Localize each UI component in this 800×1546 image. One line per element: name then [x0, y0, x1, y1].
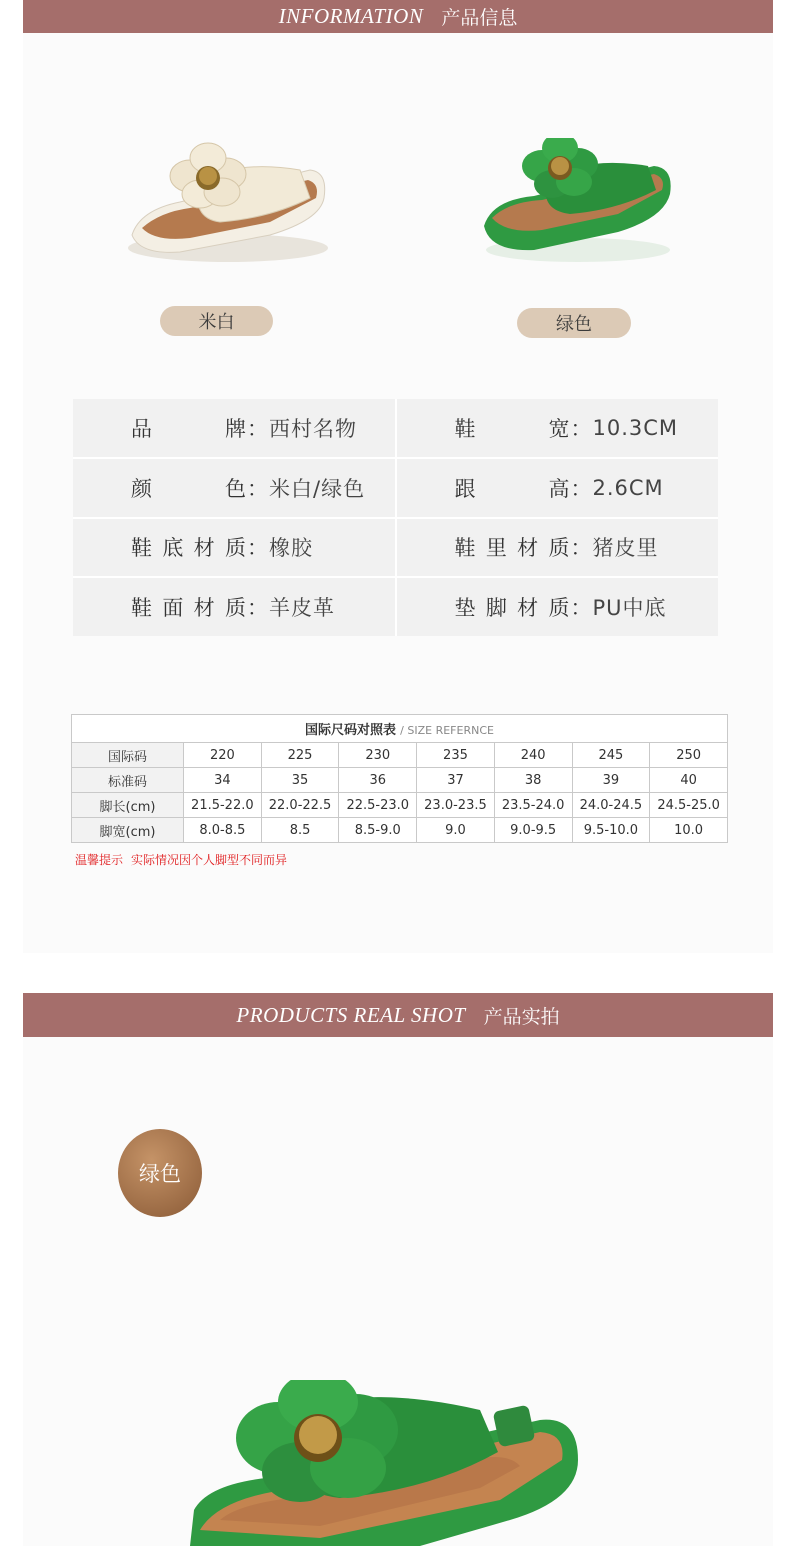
spec-value: PU中底 [592, 596, 667, 621]
spec-value: 橡胶 [269, 536, 313, 561]
color-tag-green-label: 绿色 [556, 314, 592, 335]
spec-value: 2.6CM [592, 475, 664, 500]
table-cell: 9.0 [417, 818, 495, 843]
table-cell: 36 [339, 768, 417, 793]
spec-value: 西村名物 [269, 416, 357, 441]
table-cell: 220 [184, 743, 262, 768]
spec-insole-material: 垫脚材质 ： PU中底 [397, 578, 719, 636]
row-header: 脚宽(cm) [72, 818, 184, 843]
table-row [72, 743, 728, 768]
table-cell: 250 [650, 743, 728, 768]
size-tip [75, 851, 287, 868]
table-cell: 22.0-22.5 [261, 793, 339, 818]
row-header: 国际码 [72, 743, 184, 768]
spec-label: 鞋底材质 [131, 536, 247, 561]
size-table-caption [72, 715, 728, 743]
shot-color-badge-label: 绿色 [139, 1162, 181, 1186]
cream-slipper-image [120, 140, 335, 270]
size-table-title: 国际尺码对照表 [305, 723, 397, 738]
table-cell: 22.5-23.0 [339, 793, 417, 818]
table-cell: 8.5 [261, 818, 339, 843]
table-cell: 8.5-9.0 [339, 818, 417, 843]
table-row [72, 793, 728, 818]
spec-color: 颜色 ： 米白/绿色 [73, 459, 395, 517]
spec-label: 颜色 [131, 476, 247, 501]
tip-label: 温馨提示 [75, 853, 124, 867]
spec-brand: 品牌 ： 西村名物 [73, 399, 395, 457]
shot-color-badge [118, 1129, 202, 1217]
spec-label: 鞋宽 [454, 416, 571, 441]
table-row [72, 818, 728, 843]
product-spec-grid [73, 399, 718, 636]
table-cell: 23.0-23.5 [417, 793, 495, 818]
color-tag-cream-label: 米白 [198, 312, 235, 333]
spec-value: 米白/绿色 [269, 476, 366, 501]
banner-title-en: INFORMATION [278, 4, 424, 28]
spec-value: 猪皮里 [592, 536, 659, 561]
table-cell: 240 [494, 743, 572, 768]
table-cell: 24.5-25.0 [650, 793, 728, 818]
table-cell: 23.5-24.0 [494, 793, 572, 818]
row-header: 标准码 [72, 768, 184, 793]
spec-label: 品牌 [131, 416, 247, 441]
spec-heel-height: 跟高 ： 2.6CM [397, 459, 719, 517]
banner-title-zh: 产品实拍 [483, 1005, 560, 1028]
banner-title-zh: 产品信息 [441, 7, 518, 29]
tip-text: 实际情况因个人脚型不同而异 [131, 853, 288, 867]
banner-title-en: PRODUCTS REAL SHOT [236, 1002, 466, 1027]
spec-width: 鞋宽 ： 10.3CM [397, 399, 719, 457]
table-row [72, 768, 728, 793]
table-cell: 24.0-24.5 [572, 793, 650, 818]
color-tag-cream [160, 306, 273, 336]
table-cell: 9.5-10.0 [572, 818, 650, 843]
table-cell: 9.0-9.5 [494, 818, 572, 843]
table-cell: 39 [572, 768, 650, 793]
table-cell: 225 [261, 743, 339, 768]
table-cell: 37 [417, 768, 495, 793]
table-cell: 10.0 [650, 818, 728, 843]
spec-value: 羊皮革 [269, 596, 335, 621]
spec-lining-material: 鞋里材质 ： 猪皮里 [397, 519, 719, 577]
row-header: 脚长(cm) [72, 793, 184, 818]
size-table-subtitle: / SIZE REFERNCE [400, 724, 494, 737]
table-cell: 38 [494, 768, 572, 793]
size-reference-table [71, 714, 728, 843]
spec-label: 垫脚材质 [454, 596, 571, 621]
spec-upper-material: 鞋面材质 ： 羊皮革 [73, 578, 395, 636]
table-cell: 34 [184, 768, 262, 793]
spec-value: 10.3CM [592, 415, 679, 440]
spec-sole-material: 鞋底材质 ： 橡胶 [73, 519, 395, 577]
table-cell: 21.5-22.0 [184, 793, 262, 818]
spec-label: 鞋面材质 [131, 596, 247, 621]
spec-label: 跟高 [454, 476, 571, 501]
table-cell: 35 [261, 768, 339, 793]
information-banner [23, 0, 773, 33]
spec-label: 鞋里材质 [454, 536, 571, 561]
table-cell: 245 [572, 743, 650, 768]
table-cell: 230 [339, 743, 417, 768]
green-slipper-photo [180, 1380, 600, 1546]
table-cell: 235 [417, 743, 495, 768]
color-tag-green [517, 308, 631, 338]
real-shot-banner [23, 993, 773, 1037]
green-slipper-image [478, 138, 678, 268]
table-cell: 8.0-8.5 [184, 818, 262, 843]
table-cell: 40 [650, 768, 728, 793]
